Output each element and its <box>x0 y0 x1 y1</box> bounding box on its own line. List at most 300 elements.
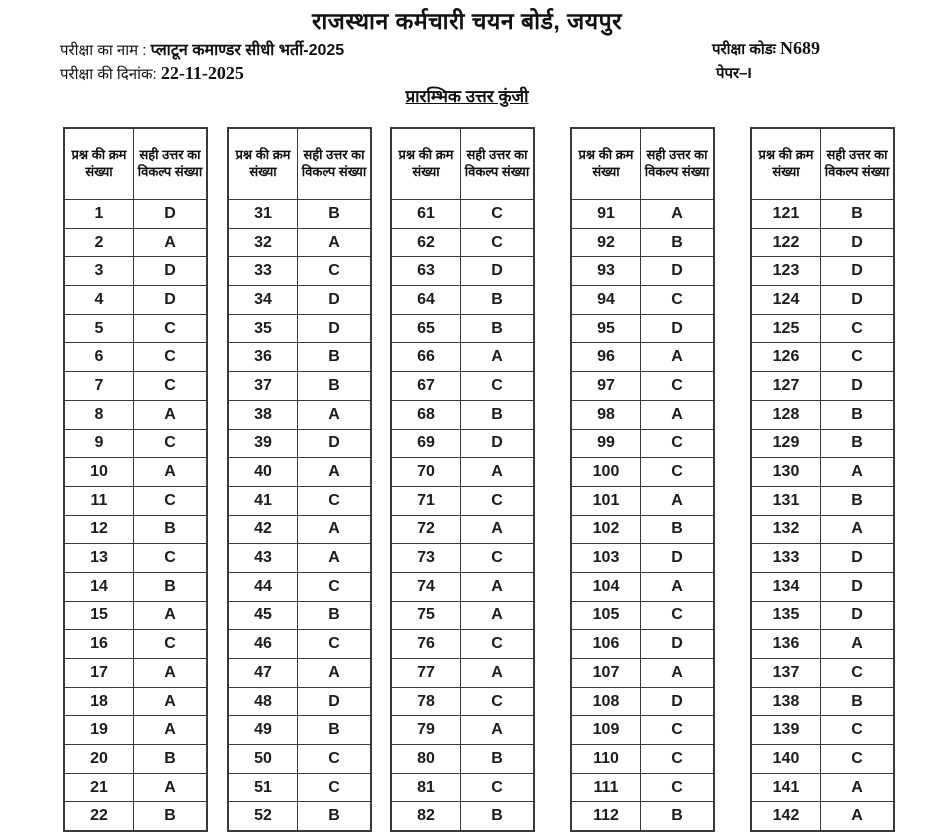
answer-key-row <box>751 343 894 372</box>
answer-key-row <box>228 286 371 315</box>
answer-key-row <box>391 486 534 515</box>
answer-option: A <box>461 515 535 544</box>
answer-key-row <box>751 515 894 544</box>
question-number: 68 <box>391 400 461 429</box>
answer-key-row <box>228 372 371 401</box>
answer-option: C <box>641 716 715 745</box>
answer-key-row <box>391 630 534 659</box>
question-number: 34 <box>228 286 298 315</box>
question-number: 98 <box>571 400 641 429</box>
answer-option: A <box>134 400 208 429</box>
question-number: 21 <box>64 773 134 802</box>
question-number: 126 <box>751 343 821 372</box>
question-number: 50 <box>228 745 298 774</box>
answer-option: D <box>298 286 372 315</box>
question-number: 20 <box>64 745 134 774</box>
answer-key-row <box>751 659 894 688</box>
answer-key-row <box>751 745 894 774</box>
answer-option: C <box>821 716 895 745</box>
question-column-header: प्रश्न की क्रम संख्या <box>228 128 298 200</box>
question-number: 16 <box>64 630 134 659</box>
question-number: 1 <box>64 200 134 229</box>
question-number: 64 <box>391 286 461 315</box>
question-number: 108 <box>571 687 641 716</box>
question-number: 124 <box>751 286 821 315</box>
answer-option: A <box>461 572 535 601</box>
answer-key-row <box>228 745 371 774</box>
answer-key-table-2 <box>227 127 372 832</box>
exam-date-label: परीक्षा की दिनांक: <box>60 66 157 83</box>
answer-option: C <box>821 745 895 774</box>
answer-key-row <box>571 687 714 716</box>
question-number: 130 <box>751 458 821 487</box>
answer-key-row <box>751 400 894 429</box>
answer-key-row <box>228 773 371 802</box>
question-number: 46 <box>228 630 298 659</box>
answer-option: A <box>821 773 895 802</box>
question-number: 106 <box>571 630 641 659</box>
answer-key-row <box>391 716 534 745</box>
answer-key-row <box>751 716 894 745</box>
question-number: 139 <box>751 716 821 745</box>
header-row <box>391 128 534 200</box>
answer-key-row <box>228 486 371 515</box>
question-number: 104 <box>571 572 641 601</box>
answer-key-row <box>571 601 714 630</box>
answer-option: C <box>298 572 372 601</box>
answer-option: B <box>461 314 535 343</box>
answer-key-row <box>391 228 534 257</box>
question-number: 22 <box>64 802 134 831</box>
question-number: 79 <box>391 716 461 745</box>
question-number: 62 <box>391 228 461 257</box>
answer-option: B <box>821 687 895 716</box>
answer-key-row <box>571 228 714 257</box>
answer-option: B <box>298 802 372 831</box>
question-number: 73 <box>391 544 461 573</box>
answer-key-row <box>391 458 534 487</box>
answer-key-row <box>64 286 207 315</box>
answer-key-row <box>571 257 714 286</box>
answer-key-row <box>571 716 714 745</box>
answer-key-row <box>751 773 894 802</box>
answer-option: D <box>821 601 895 630</box>
answer-column-header: सही उत्तर का विकल्प संख्या <box>134 128 208 200</box>
answer-key-row <box>571 458 714 487</box>
answer-option: A <box>134 716 208 745</box>
answer-key-row <box>228 572 371 601</box>
question-number: 95 <box>571 314 641 343</box>
answer-key-row <box>751 544 894 573</box>
answer-key-row <box>751 228 894 257</box>
answer-option: C <box>134 544 208 573</box>
question-number: 123 <box>751 257 821 286</box>
answer-option: B <box>298 200 372 229</box>
question-number: 36 <box>228 343 298 372</box>
answer-option: D <box>134 257 208 286</box>
answer-key-row <box>751 687 894 716</box>
question-number: 49 <box>228 716 298 745</box>
question-number: 133 <box>751 544 821 573</box>
answer-key-row <box>571 773 714 802</box>
answer-option: B <box>461 400 535 429</box>
answer-key-row <box>571 745 714 774</box>
question-number: 39 <box>228 429 298 458</box>
answer-option: D <box>461 429 535 458</box>
answer-option: B <box>641 802 715 831</box>
question-number: 40 <box>228 458 298 487</box>
answer-option: B <box>298 372 372 401</box>
answer-key-row <box>64 200 207 229</box>
answer-key-row <box>391 802 534 831</box>
answer-key-row <box>228 716 371 745</box>
answer-key-subtitle: प्रारम्भिक उत्तर कुंजी <box>405 87 529 106</box>
answer-option: C <box>298 257 372 286</box>
answer-option: C <box>134 486 208 515</box>
answer-option: D <box>821 257 895 286</box>
answer-option: C <box>298 773 372 802</box>
answer-option: D <box>821 572 895 601</box>
answer-option: C <box>641 773 715 802</box>
answer-option: A <box>134 687 208 716</box>
answer-key-row <box>391 544 534 573</box>
answer-option: B <box>461 745 535 774</box>
answer-option: D <box>641 630 715 659</box>
answer-option: A <box>641 486 715 515</box>
answer-option: C <box>298 630 372 659</box>
answer-key-row <box>391 286 534 315</box>
answer-key-row <box>751 200 894 229</box>
header-row <box>751 128 894 200</box>
question-number: 44 <box>228 572 298 601</box>
question-number: 105 <box>571 601 641 630</box>
answer-option: B <box>461 802 535 831</box>
answer-key-row <box>391 687 534 716</box>
answer-option: D <box>821 228 895 257</box>
answer-column-header: सही उत्तर का विकल्प संख्या <box>461 128 535 200</box>
question-number: 42 <box>228 515 298 544</box>
answer-key-row <box>391 745 534 774</box>
answer-option: A <box>134 228 208 257</box>
question-number: 69 <box>391 429 461 458</box>
question-number: 74 <box>391 572 461 601</box>
answer-key-row <box>228 343 371 372</box>
answer-option: C <box>461 486 535 515</box>
question-number: 112 <box>571 802 641 831</box>
question-number: 71 <box>391 486 461 515</box>
answer-key-row <box>391 400 534 429</box>
answer-option: C <box>134 630 208 659</box>
answer-option: C <box>641 458 715 487</box>
answer-option: C <box>461 687 535 716</box>
question-column-header: प्रश्न की क्रम संख्या <box>751 128 821 200</box>
answer-option: D <box>641 257 715 286</box>
question-number: 66 <box>391 343 461 372</box>
question-number: 96 <box>571 343 641 372</box>
question-number: 12 <box>64 515 134 544</box>
answer-option: C <box>298 745 372 774</box>
question-column-header: प्रश्न की क्रम संख्या <box>571 128 641 200</box>
answer-key-row <box>228 314 371 343</box>
question-number: 137 <box>751 659 821 688</box>
answer-key-table-1 <box>63 127 208 832</box>
exam-date-value: 22-11-2025 <box>160 63 244 83</box>
answer-option: B <box>821 486 895 515</box>
answer-key-row <box>751 372 894 401</box>
answer-key-table-3 <box>390 127 535 832</box>
answer-key-row <box>64 630 207 659</box>
answer-key-row <box>751 601 894 630</box>
answer-key-row <box>571 343 714 372</box>
question-number: 76 <box>391 630 461 659</box>
answer-key-row <box>391 429 534 458</box>
answer-key-row <box>571 544 714 573</box>
question-number: 129 <box>751 429 821 458</box>
answer-key-row <box>228 630 371 659</box>
answer-option: D <box>298 314 372 343</box>
answer-option: A <box>641 343 715 372</box>
answer-option: B <box>461 286 535 315</box>
paper-line <box>716 63 752 83</box>
question-number: 78 <box>391 687 461 716</box>
exam-code-value: N689 <box>779 38 820 58</box>
answer-column-header: सही उत्तर का विकल्प संख्या <box>298 128 372 200</box>
answer-option: A <box>821 802 895 831</box>
question-number: 109 <box>571 716 641 745</box>
question-number: 65 <box>391 314 461 343</box>
answer-option: A <box>641 659 715 688</box>
question-number: 107 <box>571 659 641 688</box>
answer-key-row <box>751 314 894 343</box>
answer-key-row <box>391 601 534 630</box>
answer-key-row <box>64 745 207 774</box>
question-number: 18 <box>64 687 134 716</box>
answer-key-row <box>571 659 714 688</box>
answer-option: A <box>298 515 372 544</box>
question-number: 43 <box>228 544 298 573</box>
question-column-header: प्रश्न की क्रम संख्या <box>391 128 461 200</box>
answer-key-row <box>571 429 714 458</box>
answer-option: B <box>298 343 372 372</box>
question-number: 132 <box>751 515 821 544</box>
answer-key-row <box>391 200 534 229</box>
question-number: 32 <box>228 228 298 257</box>
answer-key-row <box>228 200 371 229</box>
answer-key-row <box>228 687 371 716</box>
exam-name-label: परीक्षा का नाम : <box>60 42 147 59</box>
answer-key-row <box>228 228 371 257</box>
question-number: 77 <box>391 659 461 688</box>
answer-key-row <box>228 802 371 831</box>
answer-option: A <box>641 200 715 229</box>
answer-key-row <box>391 659 534 688</box>
question-number: 136 <box>751 630 821 659</box>
answer-key-row <box>571 400 714 429</box>
answer-key-row <box>571 486 714 515</box>
answer-key-row <box>391 515 534 544</box>
answer-key-row <box>64 659 207 688</box>
answer-option: B <box>641 228 715 257</box>
answer-option: C <box>821 659 895 688</box>
exam-code-label: परीक्षा कोडः <box>712 41 776 58</box>
header-row <box>64 128 207 200</box>
question-number: 75 <box>391 601 461 630</box>
answer-option: C <box>134 314 208 343</box>
answer-key-row <box>64 773 207 802</box>
answer-key-row <box>228 659 371 688</box>
answer-key-row <box>751 286 894 315</box>
answer-option: A <box>641 400 715 429</box>
question-number: 6 <box>64 343 134 372</box>
answer-option: A <box>461 601 535 630</box>
answer-key-row <box>64 687 207 716</box>
answer-key-row <box>228 601 371 630</box>
answer-column-header: सही उत्तर का विकल्प संख्या <box>821 128 895 200</box>
answer-key-row <box>64 486 207 515</box>
question-number: 82 <box>391 802 461 831</box>
answer-key-row <box>571 802 714 831</box>
answer-option: C <box>641 429 715 458</box>
answer-key-row <box>64 429 207 458</box>
question-number: 52 <box>228 802 298 831</box>
answer-key-row <box>228 458 371 487</box>
answer-option: C <box>461 228 535 257</box>
answer-key-row <box>64 458 207 487</box>
answer-key-row <box>571 572 714 601</box>
answer-option: B <box>821 429 895 458</box>
answer-option: A <box>134 458 208 487</box>
answer-key-row <box>391 372 534 401</box>
question-number: 5 <box>64 314 134 343</box>
answer-option: D <box>641 544 715 573</box>
answer-option: B <box>298 601 372 630</box>
question-number: 92 <box>571 228 641 257</box>
question-number: 91 <box>571 200 641 229</box>
answer-key-row <box>64 515 207 544</box>
answer-option: A <box>298 400 372 429</box>
answer-option: A <box>134 773 208 802</box>
question-number: 47 <box>228 659 298 688</box>
answer-option: A <box>461 716 535 745</box>
answer-option: A <box>821 458 895 487</box>
answer-key-row <box>571 630 714 659</box>
answer-key-row <box>228 515 371 544</box>
answer-key-row <box>391 773 534 802</box>
answer-key-row <box>751 572 894 601</box>
answer-option: C <box>821 343 895 372</box>
answer-option: C <box>134 429 208 458</box>
question-number: 81 <box>391 773 461 802</box>
question-number: 9 <box>64 429 134 458</box>
answer-option: C <box>641 286 715 315</box>
question-number: 8 <box>64 400 134 429</box>
question-number: 13 <box>64 544 134 573</box>
question-number: 131 <box>751 486 821 515</box>
question-number: 122 <box>751 228 821 257</box>
answer-option: C <box>134 372 208 401</box>
question-number: 4 <box>64 286 134 315</box>
question-number: 80 <box>391 745 461 774</box>
answer-key-row <box>64 343 207 372</box>
question-number: 51 <box>228 773 298 802</box>
answer-option: C <box>461 630 535 659</box>
question-number: 38 <box>228 400 298 429</box>
question-number: 15 <box>64 601 134 630</box>
answer-key-row <box>391 343 534 372</box>
exam-code-line <box>712 38 820 59</box>
question-number: 70 <box>391 458 461 487</box>
question-number: 97 <box>571 372 641 401</box>
answer-key-table-5 <box>750 127 895 832</box>
answer-key-row <box>391 314 534 343</box>
answer-key-row <box>391 257 534 286</box>
question-number: 142 <box>751 802 821 831</box>
question-number: 48 <box>228 687 298 716</box>
question-number: 2 <box>64 228 134 257</box>
question-number: 128 <box>751 400 821 429</box>
answer-option: D <box>298 687 372 716</box>
answer-option: B <box>134 745 208 774</box>
answer-column-header: सही उत्तर का विकल्प संख्या <box>641 128 715 200</box>
answer-option: C <box>461 773 535 802</box>
answer-key-row <box>64 544 207 573</box>
answer-option: D <box>821 372 895 401</box>
question-number: 45 <box>228 601 298 630</box>
answer-option: A <box>134 659 208 688</box>
answer-option: C <box>641 745 715 774</box>
exam-name-value: प्लाटून कमाण्डर सीधी भर्ती-2025 <box>150 42 345 59</box>
answer-key-row <box>571 372 714 401</box>
question-number: 102 <box>571 515 641 544</box>
question-number: 10 <box>64 458 134 487</box>
question-number: 127 <box>751 372 821 401</box>
answer-option: A <box>461 458 535 487</box>
answer-key-row <box>64 314 207 343</box>
answer-key-row <box>571 286 714 315</box>
question-number: 110 <box>571 745 641 774</box>
answer-key-row <box>751 458 894 487</box>
question-number: 35 <box>228 314 298 343</box>
question-column-header: प्रश्न की क्रम संख्या <box>64 128 134 200</box>
answer-option: B <box>821 400 895 429</box>
question-number: 99 <box>571 429 641 458</box>
page-title: राजस्थान कर्मचारी चयन बोर्ड, जयपुर <box>311 8 623 34</box>
question-number: 141 <box>751 773 821 802</box>
question-number: 72 <box>391 515 461 544</box>
answer-key-row <box>751 630 894 659</box>
answer-key-row <box>751 429 894 458</box>
question-number: 61 <box>391 200 461 229</box>
question-number: 135 <box>751 601 821 630</box>
answer-option: C <box>821 314 895 343</box>
answer-option: C <box>461 544 535 573</box>
question-number: 125 <box>751 314 821 343</box>
answer-key-row <box>64 372 207 401</box>
answer-option: D <box>134 286 208 315</box>
answer-option: B <box>134 802 208 831</box>
question-number: 17 <box>64 659 134 688</box>
answer-option: A <box>461 343 535 372</box>
question-number: 134 <box>751 572 821 601</box>
answer-key-row <box>64 572 207 601</box>
answer-option: D <box>298 429 372 458</box>
question-number: 93 <box>571 257 641 286</box>
answer-key-row <box>228 429 371 458</box>
answer-option: C <box>461 200 535 229</box>
paper-label: पेपर–I <box>716 65 752 82</box>
answer-option: D <box>641 687 715 716</box>
answer-key-row <box>64 257 207 286</box>
